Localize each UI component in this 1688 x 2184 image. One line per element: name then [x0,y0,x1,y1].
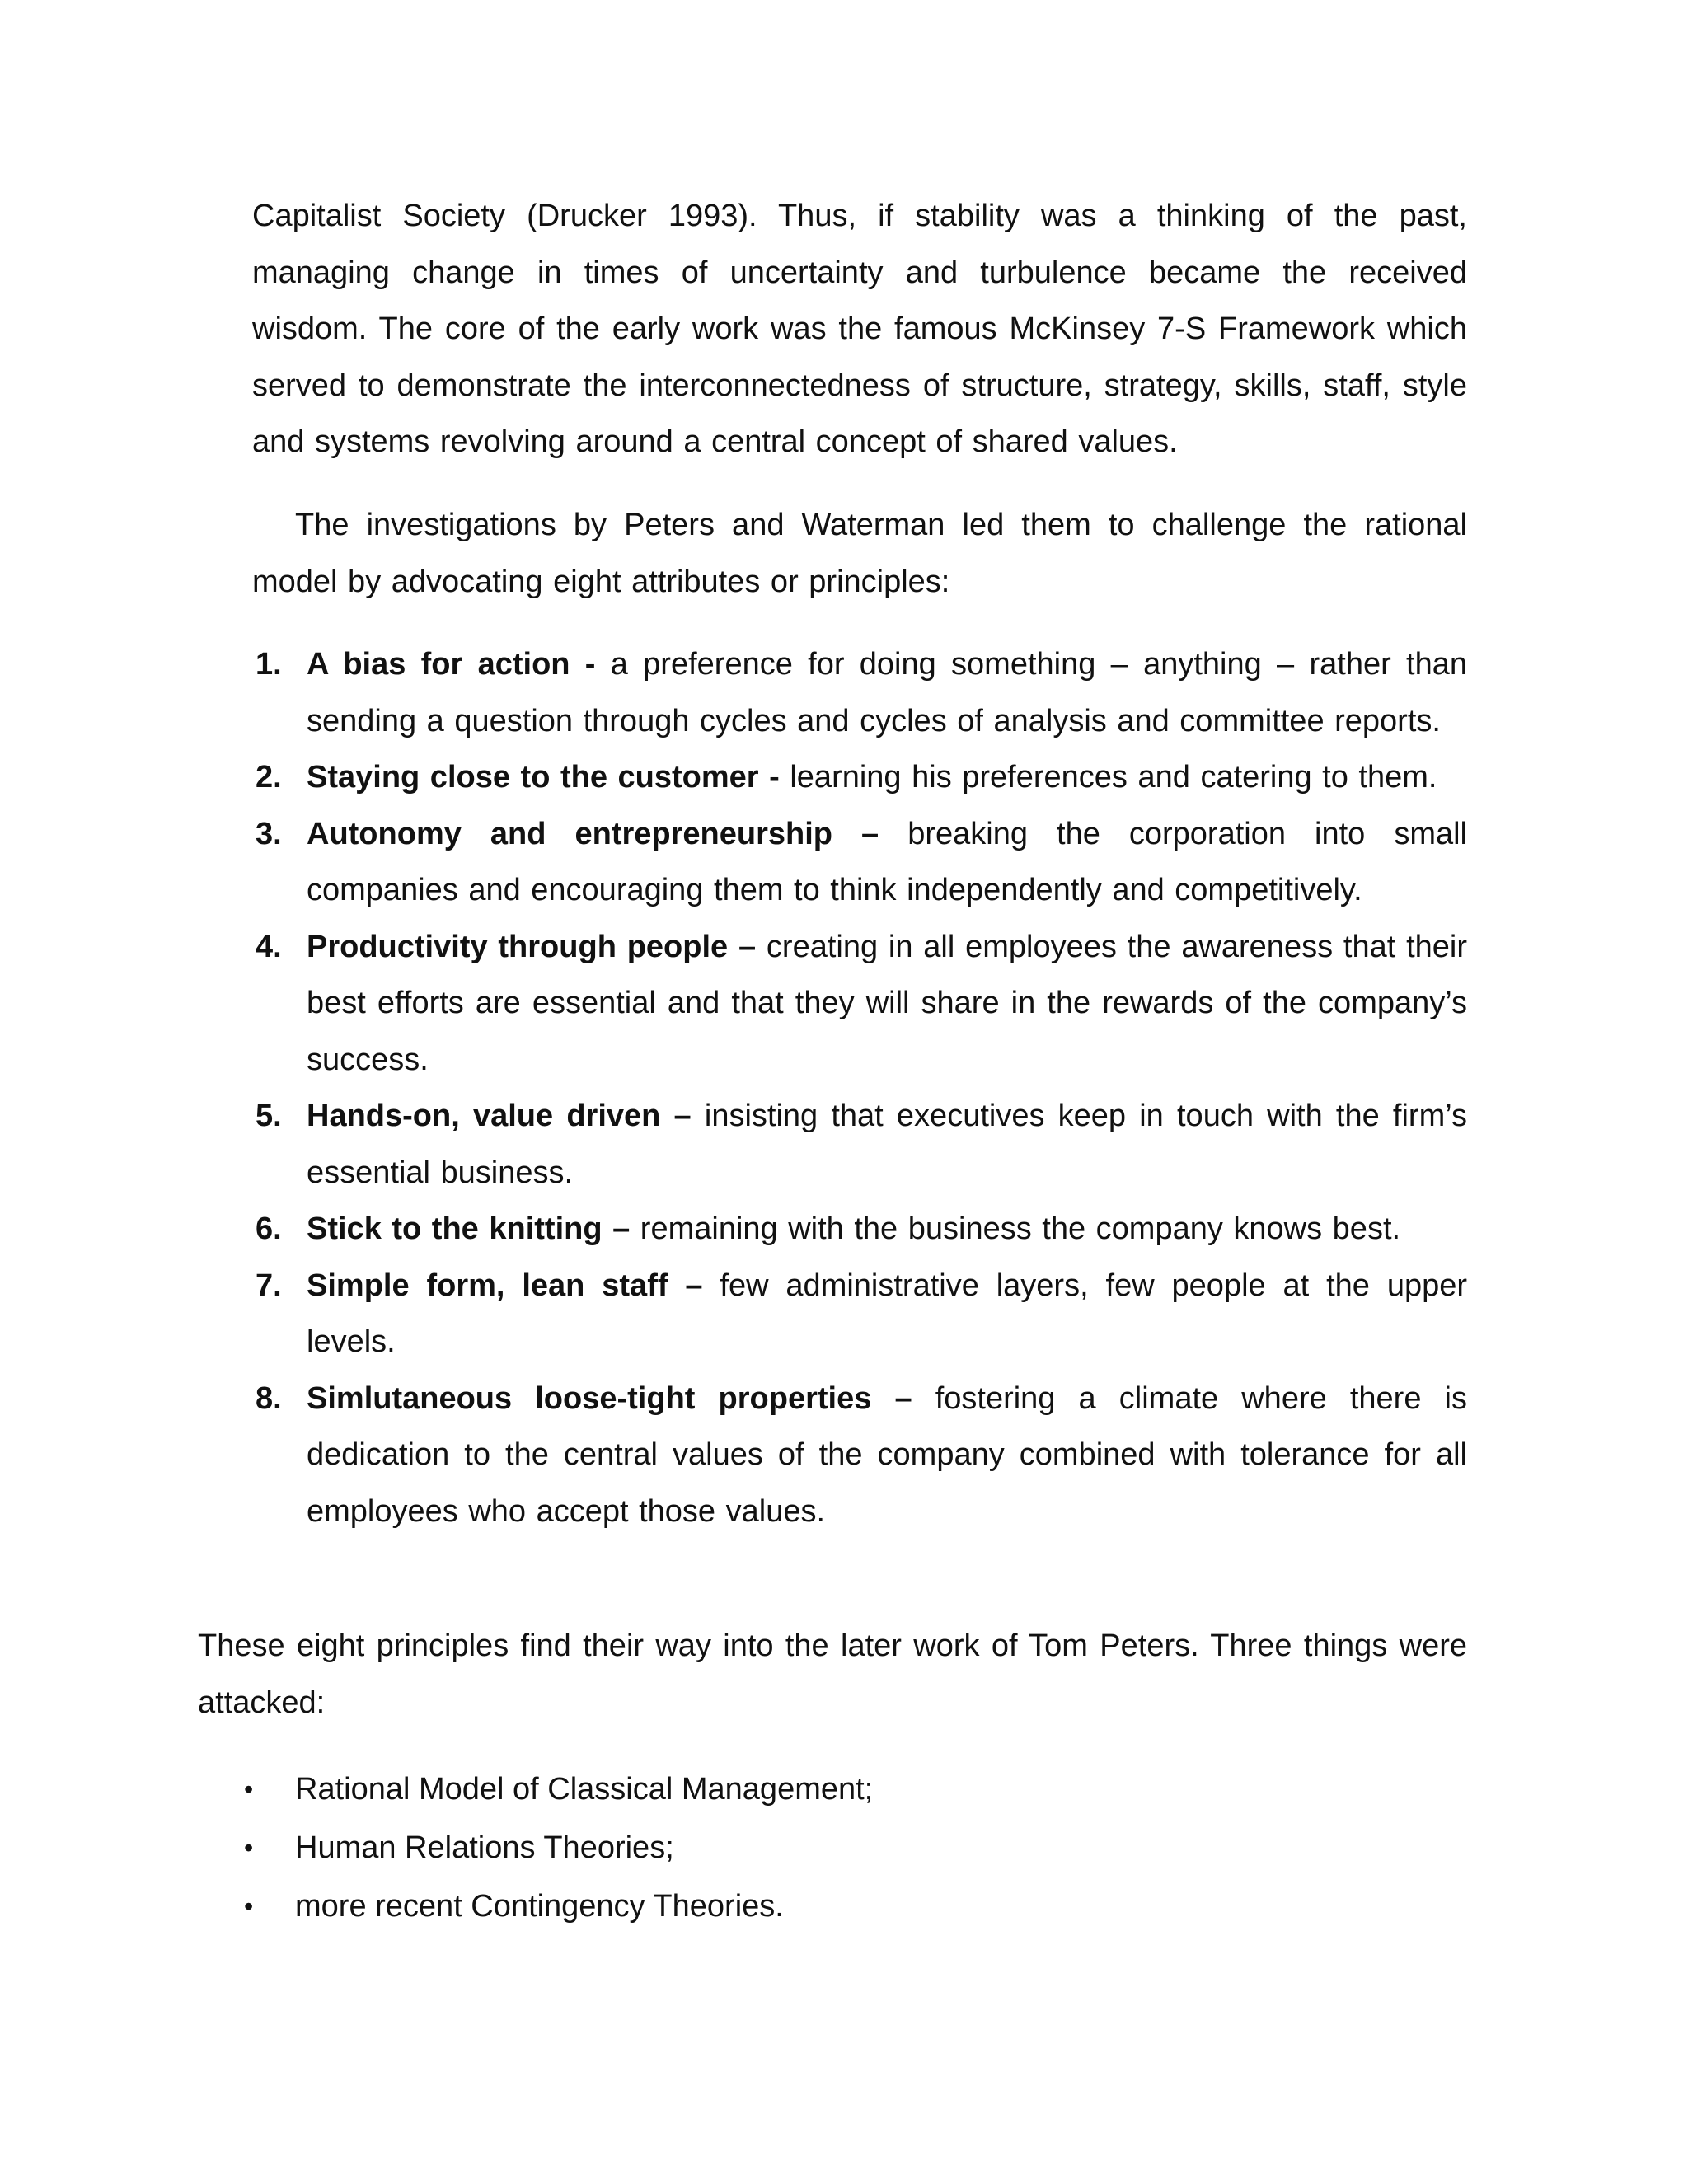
list-item [252,636,1467,749]
principle-term: Hands-on, value driven – [307,1099,692,1133]
list-item [244,1760,1315,1819]
paragraph-investigations: The investigations by Peters and Waterman led them to challenge the rational model by advocating eight attributes or principles: [252,508,1467,599]
bullet-text: more recent Contingency Theories. [295,1889,784,1924]
principle-term: Simlutaneous loose-tight properties – [307,1380,912,1416]
principle-description: a preference for doing something – anything – rather than sending a question through cycles and cycles of analysis and committee reports. [307,647,1467,738]
principle-description: few administrative layers, few people at the upper levels. [307,1268,1468,1359]
principle-term: Autonomy and entrepreneurship – [307,816,879,851]
list-item [252,919,1467,1089]
paragraph-later-work: These eight principles find their way into the later work of Tom Peters. Three things were attacked: [198,1629,1467,1720]
paragraph-intro: Capitalist Society (Drucker 1993). Thus, if stability was a thinking of the past, managing change in times of uncertainty and turbulence became the received wisdom. The core of the early work was the famous McKinsey 7-S Framework which served to demonstrate the interconnectedness of structure, strategy, skills, staff, style and systems revolving around a central concept of shared values. [252,199,1467,459]
principle-term: A bias for action - [307,647,596,682]
list-number: 2. [256,760,282,794]
bullet-icon: • [244,1833,254,1863]
list-number: 5. [256,1099,282,1133]
list-item [252,1371,1467,1540]
principle-description: breaking the corporation into small companies and encouraging them to think independently and competitively. [307,816,1468,907]
principle-term: Staying close to the customer - [307,760,780,794]
principle-description: learning his preferences and catering to them. [779,760,1437,794]
bullet-text: Human Relations Theories; [295,1830,674,1865]
list-item [252,1088,1467,1201]
bullet-icon: • [244,1891,254,1921]
principle-term: Stick to the knitting – [307,1212,631,1246]
list-item [252,1258,1467,1371]
principle-term: Simple form, lean staff – [307,1268,703,1303]
list-item [244,1819,1315,1877]
list-item [252,1201,1467,1258]
list-number: 4. [256,929,282,964]
list-number: 1. [256,647,282,682]
principle-term: Productivity through people – [307,929,757,964]
principle-description: remaining with the business the company knows best. [630,1212,1401,1246]
list-number: 3. [256,816,282,851]
list-item [252,749,1467,806]
principle-description: insisting that executives keep in touch with the firm’s essential business. [307,1099,1467,1190]
bullet-text: Rational Model of Classical Management; [295,1772,874,1807]
list-number: 6. [256,1212,282,1246]
list-item [252,806,1467,919]
principles-list [252,636,1467,1540]
principle-description: fostering a climate where there is dedication to the central values of the company combined with tolerance for all employees who accept those values. [307,1380,1467,1529]
list-number: 7. [256,1268,282,1303]
principle-description: creating in all employees the awareness that their best efforts are essential and that they will share in the rewards of the company’s success. [307,929,1467,1077]
list-number: 8. [256,1380,282,1416]
bullet-icon: • [244,1774,254,1804]
attacked-list [244,1760,1315,1936]
list-item [244,1877,1315,1936]
